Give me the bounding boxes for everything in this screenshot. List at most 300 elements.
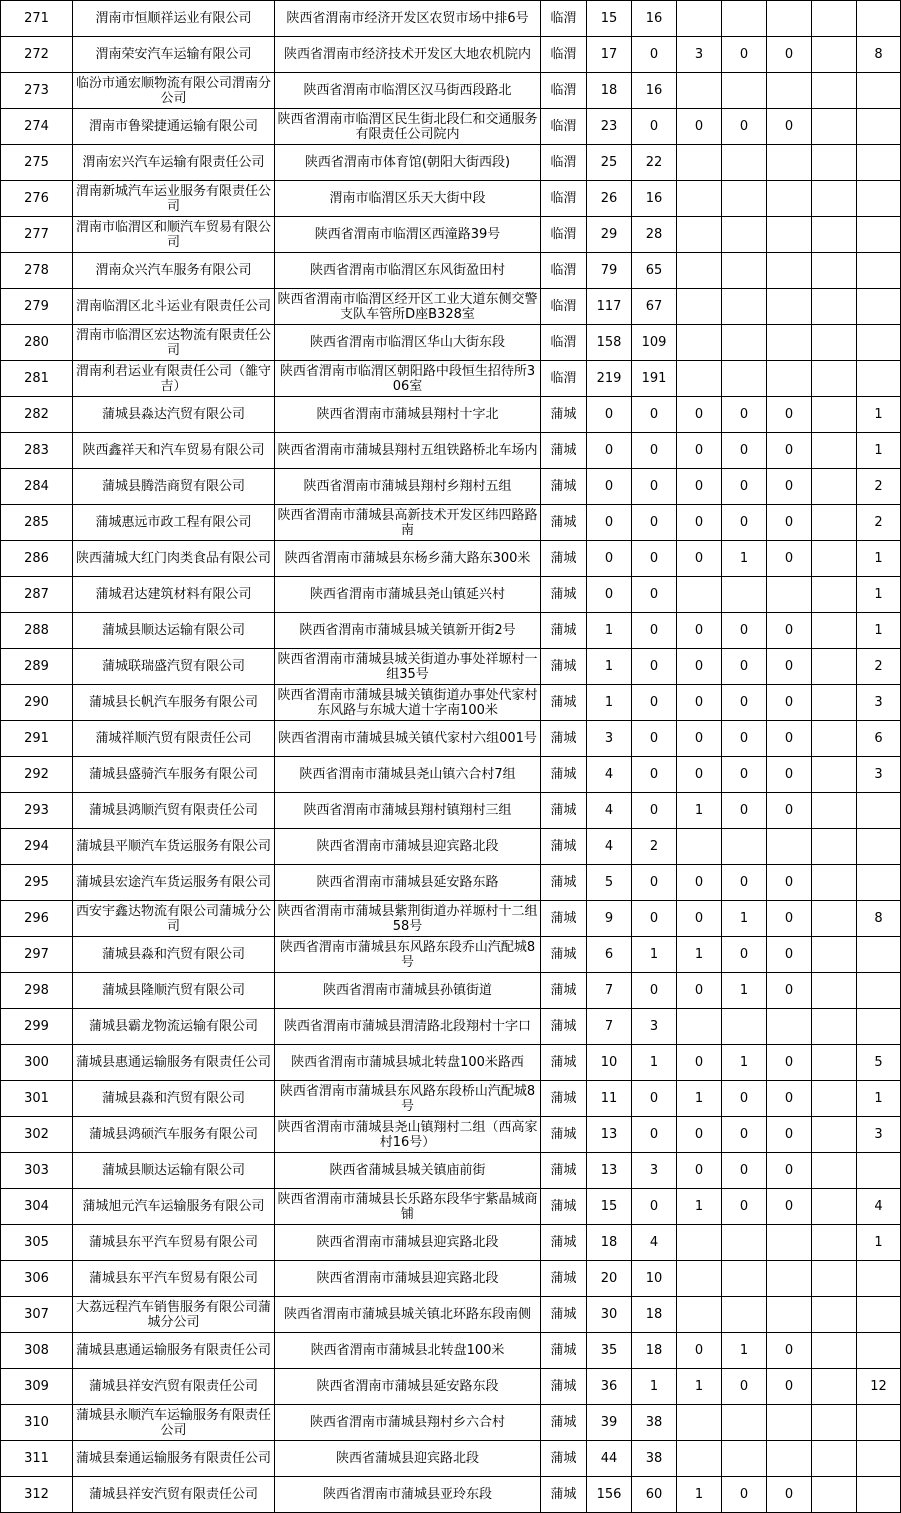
value-6: [857, 1477, 901, 1513]
value-6: 1: [857, 1081, 901, 1117]
value-3: 0: [677, 757, 722, 793]
company-address: 陕西省渭南市蒲城县北转盘100米: [275, 1333, 541, 1369]
table-row: [1, 937, 901, 973]
value-6: 1: [857, 613, 901, 649]
value-3: 1: [677, 937, 722, 973]
company-address: 渭南市临渭区乐天大街中段: [275, 181, 541, 217]
value-4: 1: [722, 1045, 767, 1081]
district: 蒲城: [541, 1045, 587, 1081]
value-1: 1: [587, 613, 632, 649]
table-row: [1, 685, 901, 721]
value-2: 10: [632, 1261, 677, 1297]
district: 蒲城: [541, 865, 587, 901]
value-6: 1: [857, 1225, 901, 1261]
value-1: 11: [587, 1081, 632, 1117]
value-2: 0: [632, 865, 677, 901]
value-3: 1: [677, 1369, 722, 1405]
value-6: [857, 109, 901, 145]
value-6: [857, 289, 901, 325]
row-number: 310: [1, 1405, 73, 1441]
company-address: 陕西省渭南市蒲城县迎宾路北段: [275, 1261, 541, 1297]
value-5: 0: [767, 1081, 812, 1117]
district: 蒲城: [541, 1369, 587, 1405]
district: 蒲城: [541, 1405, 587, 1441]
district: 蒲城: [541, 901, 587, 937]
value-empty: [812, 721, 857, 757]
company-name: 渭南荣安汽车运输有限公司: [73, 37, 275, 73]
value-6: 1: [857, 541, 901, 577]
district: 蒲城: [541, 613, 587, 649]
value-4: [722, 1441, 767, 1477]
value-empty: [812, 1225, 857, 1261]
row-number: 276: [1, 181, 73, 217]
value-2: 18: [632, 1333, 677, 1369]
value-empty: [812, 1045, 857, 1081]
district: 蒲城: [541, 1153, 587, 1189]
value-4: 1: [722, 1333, 767, 1369]
value-5: 0: [767, 973, 812, 1009]
value-3: [677, 1, 722, 37]
table-row: [1, 649, 901, 685]
value-6: [857, 73, 901, 109]
value-3: 0: [677, 541, 722, 577]
value-3: [677, 1405, 722, 1441]
value-empty: [812, 1009, 857, 1045]
value-5: 0: [767, 937, 812, 973]
value-6: 8: [857, 37, 901, 73]
value-2: 38: [632, 1441, 677, 1477]
value-1: 0: [587, 505, 632, 541]
value-6: [857, 1, 901, 37]
value-5: 0: [767, 1477, 812, 1513]
table-row: [1, 973, 901, 1009]
value-6: 1: [857, 397, 901, 433]
value-4: [722, 1261, 767, 1297]
company-name: 蒲城县祥安汽贸有限责任公司: [73, 1477, 275, 1513]
row-number: 274: [1, 109, 73, 145]
value-2: 0: [632, 505, 677, 541]
value-6: [857, 1153, 901, 1189]
company-name: 蒲城君达建筑材料有限公司: [73, 577, 275, 613]
value-6: [857, 793, 901, 829]
value-2: 0: [632, 433, 677, 469]
district: 临渭: [541, 217, 587, 253]
company-address: 陕西省渭南市蒲城县东风路东段桥山汽配城8号: [275, 1081, 541, 1117]
company-name: 蒲城县永顺汽车运输服务有限责任公司: [73, 1405, 275, 1441]
company-address: 陕西省渭南市蒲城县渭清路北段翔村十字口: [275, 1009, 541, 1045]
row-number: 305: [1, 1225, 73, 1261]
value-1: 9: [587, 901, 632, 937]
value-4: 1: [722, 541, 767, 577]
value-2: 65: [632, 253, 677, 289]
value-5: [767, 1405, 812, 1441]
company-address: 陕西省渭南市经济技术开发区大地农机院内: [275, 37, 541, 73]
value-3: 0: [677, 109, 722, 145]
value-empty: [812, 361, 857, 397]
value-2: 0: [632, 1117, 677, 1153]
value-empty: [812, 685, 857, 721]
company-address: 陕西省渭南市蒲城县东风路东段乔山汽配城8号: [275, 937, 541, 973]
district: 蒲城: [541, 1189, 587, 1225]
value-empty: [812, 37, 857, 73]
value-4: 0: [722, 1081, 767, 1117]
value-1: 30: [587, 1297, 632, 1333]
value-5: 0: [767, 469, 812, 505]
table-row: [1, 1477, 901, 1513]
value-empty: [812, 793, 857, 829]
value-5: [767, 181, 812, 217]
value-2: 0: [632, 613, 677, 649]
value-2: 18: [632, 1297, 677, 1333]
row-number: 295: [1, 865, 73, 901]
table-row: [1, 1261, 901, 1297]
value-empty: [812, 973, 857, 1009]
value-1: 17: [587, 37, 632, 73]
value-1: 18: [587, 73, 632, 109]
company-name: 渭南众兴汽车服务有限公司: [73, 253, 275, 289]
district: 临渭: [541, 253, 587, 289]
value-2: 3: [632, 1153, 677, 1189]
table-row: [1, 1009, 901, 1045]
row-number: 299: [1, 1009, 73, 1045]
table-row: [1, 109, 901, 145]
district: 临渭: [541, 361, 587, 397]
value-2: 4: [632, 1225, 677, 1261]
district: 临渭: [541, 325, 587, 361]
row-number: 272: [1, 37, 73, 73]
value-3: 0: [677, 973, 722, 1009]
value-6: 2: [857, 505, 901, 541]
district: 蒲城: [541, 685, 587, 721]
company-name: 蒲城旭元汽车运输服务有限公司: [73, 1189, 275, 1225]
value-3: 0: [677, 613, 722, 649]
row-number: 300: [1, 1045, 73, 1081]
value-5: [767, 217, 812, 253]
value-5: 0: [767, 1189, 812, 1225]
value-6: [857, 865, 901, 901]
company-name: 蒲城县顺达运输有限公司: [73, 1153, 275, 1189]
value-5: 0: [767, 541, 812, 577]
table-row: [1, 721, 901, 757]
value-1: 39: [587, 1405, 632, 1441]
value-4: [722, 289, 767, 325]
value-1: 15: [587, 1189, 632, 1225]
value-empty: [812, 757, 857, 793]
value-5: [767, 1225, 812, 1261]
value-4: [722, 73, 767, 109]
value-2: 22: [632, 145, 677, 181]
company-name: 蒲城县淼和汽贸有限公司: [73, 1081, 275, 1117]
value-empty: [812, 613, 857, 649]
district: 蒲城: [541, 1261, 587, 1297]
value-4: [722, 217, 767, 253]
value-3: 1: [677, 1081, 722, 1117]
company-name: 临汾市通宏顺物流有限公司渭南分公司: [73, 73, 275, 109]
value-4: 0: [722, 721, 767, 757]
row-number: 286: [1, 541, 73, 577]
value-empty: [812, 397, 857, 433]
value-4: [722, 577, 767, 613]
row-number: 290: [1, 685, 73, 721]
value-4: [722, 253, 767, 289]
company-address: 陕西省渭南市临渭区西潼路39号: [275, 217, 541, 253]
table-row: [1, 901, 901, 937]
value-6: [857, 1297, 901, 1333]
row-number: 304: [1, 1189, 73, 1225]
value-1: 44: [587, 1441, 632, 1477]
value-3: [677, 1009, 722, 1045]
value-2: 0: [632, 649, 677, 685]
value-4: 1: [722, 973, 767, 1009]
row-number: 298: [1, 973, 73, 1009]
table-row: [1, 829, 901, 865]
table-row: [1, 181, 901, 217]
value-3: 1: [677, 793, 722, 829]
value-empty: [812, 73, 857, 109]
value-5: [767, 829, 812, 865]
value-4: 0: [722, 865, 767, 901]
value-empty: [812, 433, 857, 469]
value-empty: [812, 1117, 857, 1153]
value-2: 0: [632, 109, 677, 145]
value-6: 5: [857, 1045, 901, 1081]
value-3: [677, 325, 722, 361]
district: 蒲城: [541, 505, 587, 541]
value-1: 26: [587, 181, 632, 217]
value-empty: [812, 1297, 857, 1333]
value-1: 5: [587, 865, 632, 901]
value-4: [722, 1405, 767, 1441]
value-4: [722, 829, 767, 865]
value-1: 18: [587, 1225, 632, 1261]
value-4: [722, 1297, 767, 1333]
value-4: [722, 361, 767, 397]
row-number: 297: [1, 937, 73, 973]
value-empty: [812, 865, 857, 901]
value-6: [857, 253, 901, 289]
row-number: 285: [1, 505, 73, 541]
table-row: [1, 1045, 901, 1081]
row-number: 309: [1, 1369, 73, 1405]
value-empty: [812, 253, 857, 289]
district: 蒲城: [541, 433, 587, 469]
company-name: 蒲城县隆顺汽贸有限公司: [73, 973, 275, 1009]
company-name: 蒲城县东平汽车贸易有限公司: [73, 1225, 275, 1261]
value-3: [677, 829, 722, 865]
value-5: [767, 325, 812, 361]
value-1: 0: [587, 433, 632, 469]
company-name: 渭南利君运业有限责任公司（雒守吉）: [73, 361, 275, 397]
table-row: [1, 289, 901, 325]
value-5: 0: [767, 1045, 812, 1081]
district: 蒲城: [541, 1477, 587, 1513]
company-address: 陕西省渭南市蒲城县翔村五组铁路桥北车场内: [275, 433, 541, 469]
value-2: 0: [632, 721, 677, 757]
row-number: 296: [1, 901, 73, 937]
value-5: 0: [767, 1369, 812, 1405]
value-empty: [812, 1441, 857, 1477]
district: 临渭: [541, 37, 587, 73]
company-address: 陕西省渭南市蒲城县亚玲东段: [275, 1477, 541, 1513]
value-empty: [812, 1405, 857, 1441]
company-name: 蒲城县顺达运输有限公司: [73, 613, 275, 649]
value-1: 7: [587, 1009, 632, 1045]
value-5: [767, 577, 812, 613]
value-5: [767, 1009, 812, 1045]
value-5: 0: [767, 793, 812, 829]
company-name: 蒲城县惠通运输服务有限责任公司: [73, 1045, 275, 1081]
value-4: [722, 1225, 767, 1261]
value-5: 0: [767, 685, 812, 721]
company-address: 陕西省渭南市蒲城县城关镇北环路东段南侧: [275, 1297, 541, 1333]
value-3: 1: [677, 1477, 722, 1513]
value-3: 0: [677, 1117, 722, 1153]
table-row: [1, 433, 901, 469]
value-2: 16: [632, 1, 677, 37]
value-6: [857, 325, 901, 361]
table-row: [1, 325, 901, 361]
table-row: [1, 1153, 901, 1189]
table-row: [1, 757, 901, 793]
table-row: [1, 253, 901, 289]
row-number: 307: [1, 1297, 73, 1333]
value-1: 4: [587, 793, 632, 829]
company-address: 陕西省渭南市蒲城县东杨乡蒲大路东300米: [275, 541, 541, 577]
value-5: [767, 1441, 812, 1477]
value-5: 0: [767, 397, 812, 433]
table-row: [1, 1441, 901, 1477]
table-row: [1, 217, 901, 253]
value-4: [722, 181, 767, 217]
row-number: 273: [1, 73, 73, 109]
value-3: 0: [677, 685, 722, 721]
company-name: 蒲城联瑞盛汽贸有限公司: [73, 649, 275, 685]
value-5: 0: [767, 1153, 812, 1189]
value-1: 4: [587, 829, 632, 865]
value-empty: [812, 1369, 857, 1405]
value-4: 0: [722, 1117, 767, 1153]
table-body: [1, 1, 901, 1513]
company-name: 蒲城县霸龙物流运输有限公司: [73, 1009, 275, 1045]
company-name: 渭南市临渭区宏达物流有限责任公司: [73, 325, 275, 361]
value-4: 0: [722, 433, 767, 469]
value-3: 0: [677, 433, 722, 469]
value-3: 0: [677, 865, 722, 901]
value-5: [767, 145, 812, 181]
value-1: 15: [587, 1, 632, 37]
company-address: 陕西省渭南市临渭区东风街盈田村: [275, 253, 541, 289]
table-row: [1, 577, 901, 613]
value-1: 13: [587, 1117, 632, 1153]
company-address: 陕西省渭南市蒲城县城关镇新开街2号: [275, 613, 541, 649]
row-number: 277: [1, 217, 73, 253]
company-address: 陕西省渭南市临渭区汉马街西段路北: [275, 73, 541, 109]
value-empty: [812, 829, 857, 865]
table-row: [1, 1081, 901, 1117]
district: 蒲城: [541, 541, 587, 577]
value-1: 0: [587, 397, 632, 433]
value-3: [677, 1441, 722, 1477]
value-6: 1: [857, 433, 901, 469]
company-name: 渭南临渭区北斗运业有限责任公司: [73, 289, 275, 325]
value-empty: [812, 325, 857, 361]
table-row: [1, 865, 901, 901]
district: 蒲城: [541, 1117, 587, 1153]
value-2: 0: [632, 1081, 677, 1117]
value-3: 0: [677, 1153, 722, 1189]
value-2: 0: [632, 973, 677, 1009]
row-number: 311: [1, 1441, 73, 1477]
value-3: [677, 73, 722, 109]
value-5: 0: [767, 433, 812, 469]
value-5: [767, 361, 812, 397]
row-number: 271: [1, 1, 73, 37]
value-4: 0: [722, 937, 767, 973]
value-4: 0: [722, 613, 767, 649]
value-5: 0: [767, 1333, 812, 1369]
company-address: 陕西省渭南市蒲城县迎宾路北段: [275, 829, 541, 865]
value-1: 13: [587, 1153, 632, 1189]
table-row: [1, 1117, 901, 1153]
value-3: 0: [677, 649, 722, 685]
value-2: 2: [632, 829, 677, 865]
row-number: 292: [1, 757, 73, 793]
value-3: [677, 289, 722, 325]
table-row: [1, 469, 901, 505]
row-number: 282: [1, 397, 73, 433]
value-6: 12: [857, 1369, 901, 1405]
value-empty: [812, 145, 857, 181]
company-name: 西安宇鑫达物流有限公司蒲城分公司: [73, 901, 275, 937]
row-number: 294: [1, 829, 73, 865]
value-empty: [812, 469, 857, 505]
value-1: 117: [587, 289, 632, 325]
value-6: [857, 1261, 901, 1297]
value-6: 6: [857, 721, 901, 757]
value-empty: [812, 505, 857, 541]
value-3: 0: [677, 469, 722, 505]
company-address: 陕西省渭南市体育馆(朝阳大街西段): [275, 145, 541, 181]
table-row: [1, 1225, 901, 1261]
value-3: 1: [677, 1189, 722, 1225]
value-1: 10: [587, 1045, 632, 1081]
district: 临渭: [541, 109, 587, 145]
value-3: [677, 253, 722, 289]
value-3: [677, 145, 722, 181]
value-4: [722, 145, 767, 181]
company-name: 渭南新城汽车运业服务有限责任公司: [73, 181, 275, 217]
row-number: 283: [1, 433, 73, 469]
value-2: 0: [632, 757, 677, 793]
company-address: 陕西省渭南市蒲城县紫荆街道办祥塬村十二组58号: [275, 901, 541, 937]
value-6: [857, 217, 901, 253]
value-6: 3: [857, 685, 901, 721]
value-3: 0: [677, 1045, 722, 1081]
value-6: [857, 1405, 901, 1441]
value-4: 0: [722, 109, 767, 145]
company-address: 陕西省渭南市临渭区民生街北段仁和交通服务有限责任公司院内: [275, 109, 541, 145]
company-name: 蒲城县东平汽车贸易有限公司: [73, 1261, 275, 1297]
value-empty: [812, 1153, 857, 1189]
value-empty: [812, 937, 857, 973]
company-address: 陕西省渭南市蒲城县城关镇代家村六组001号: [275, 721, 541, 757]
company-name: 渭南市临渭区和顺汽车贸易有限公司: [73, 217, 275, 253]
value-2: 0: [632, 541, 677, 577]
table-row: [1, 361, 901, 397]
value-5: 0: [767, 649, 812, 685]
company-address: 陕西省渭南市蒲城县翔村乡六合村: [275, 1405, 541, 1441]
company-address: 陕西省渭南市蒲城县城关街道办事处祥塬村一组35号: [275, 649, 541, 685]
